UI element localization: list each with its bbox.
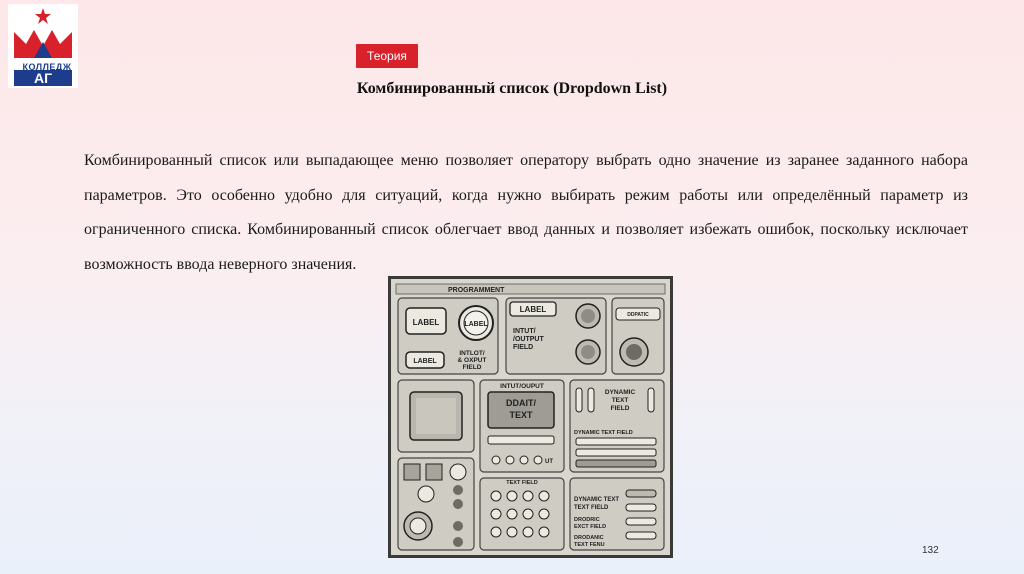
fig-dd-2a: DRODANIC: [574, 535, 604, 541]
fig-io-2b: /OUTPUT: [513, 336, 544, 343]
fig-ddait-2: TEXT: [509, 410, 533, 420]
fig-dd-2b: TEXT FENU: [574, 542, 605, 548]
fig-dyn-3b: TEXT FIELD: [574, 505, 609, 511]
page-title: Комбинированный список (Dropdown List): [356, 80, 668, 97]
fig-label-2: LABEL: [464, 321, 488, 328]
fig-io-2a: INTUT/: [513, 328, 536, 335]
svg-text:АГ: АГ: [33, 70, 53, 86]
section-badge: Теория: [356, 44, 418, 68]
college-logo: [8, 4, 78, 88]
page-number: 132: [922, 545, 939, 556]
body-paragraph: Комбинированный список или выпадающее меню позволяет оператору выбрать одно значение из заранее заданного набора параметров. Это особенно удобно для ситуаций, когда нужно выбирать режим работы или определённый параметр из ограниченного списка. Комбинированный список облегчает ввод данных и позволяет избежать ошибок, поскольку исключает возможность ввода неверного значения.: [84, 152, 968, 273]
fig-label-3: LABEL: [413, 358, 437, 365]
fig-dyn-1a: DYNAMIC: [604, 389, 636, 396]
fig-dd-1a: DRODRIC: [574, 517, 600, 523]
fig-ddpatic: DDPATIC: [627, 312, 649, 318]
fig-header-text: PROGRAMMENT: [448, 287, 505, 294]
fig-label-4: LABEL: [519, 305, 547, 314]
fig-text-field-hdr: TEXT FIELD: [506, 480, 538, 486]
fig-dyn-2: DYNAMIC TEXT FIELD: [574, 430, 633, 436]
logo-text: КОЛЛЕДЖ: [22, 62, 72, 72]
control-panel-illustration: [388, 276, 673, 558]
fig-ddait-1: DDAIT/: [506, 398, 536, 408]
fig-io-2c: FIELD: [513, 344, 534, 351]
fig-out: UT: [545, 459, 553, 465]
fig-dd-1b: EXCT FIELD: [574, 524, 607, 530]
fig-io-1b: & OXPUT: [457, 357, 487, 364]
fig-dyn-1c: FIELD: [610, 405, 630, 412]
fig-dyn-3a: DYNAMIC TEXT: [574, 497, 619, 503]
fig-io-1c: FIELD: [462, 364, 482, 371]
fig-label-1: LABEL: [412, 318, 440, 327]
fig-dyn-1b: TEXT: [611, 397, 629, 404]
fig-io-1a: INTLOT/: [459, 350, 485, 357]
fig-intut-oupt: INTUT/OUPUT: [500, 383, 544, 390]
